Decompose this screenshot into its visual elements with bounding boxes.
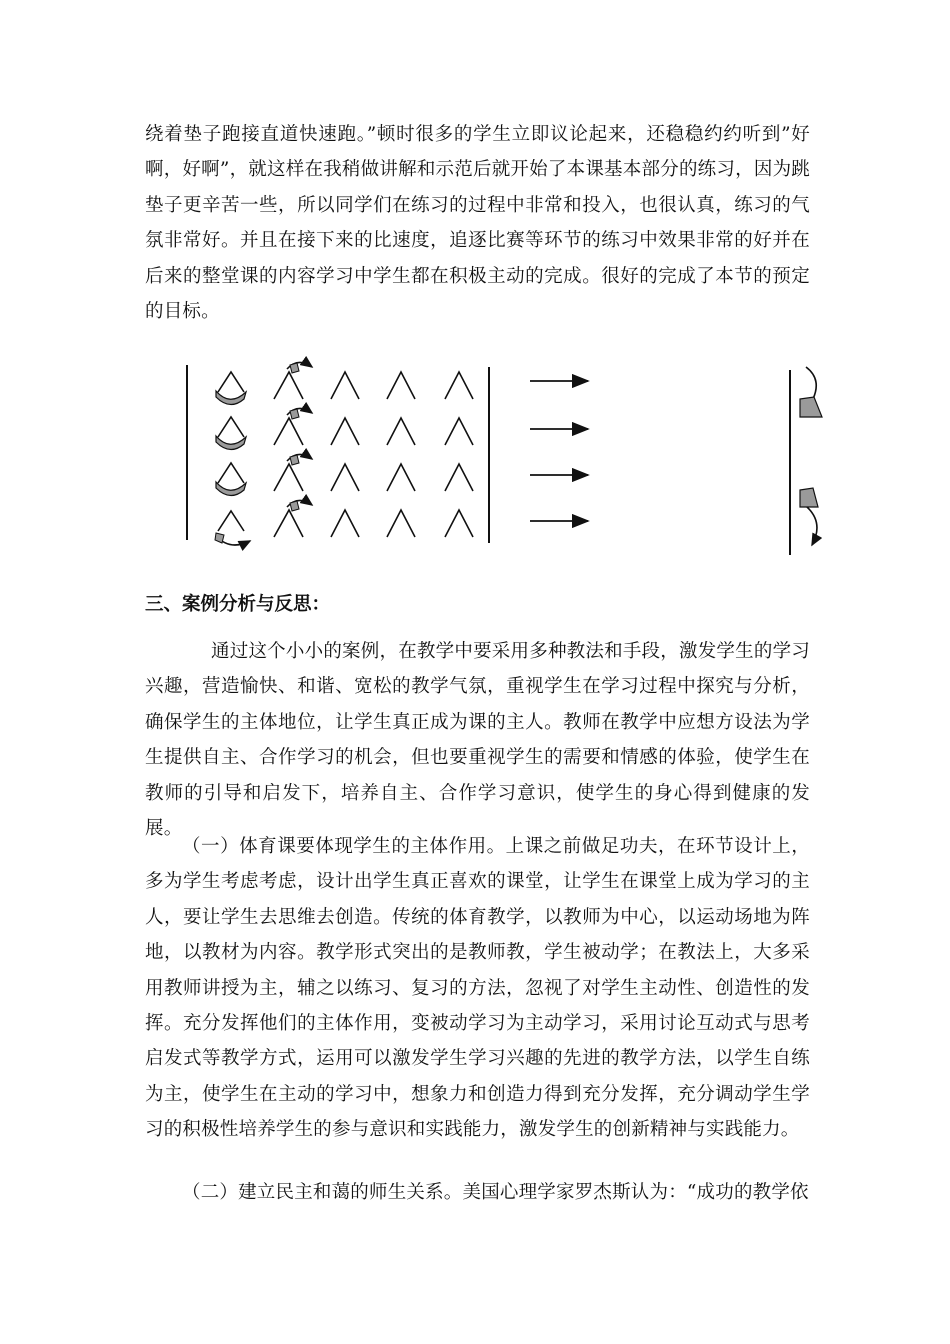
hurdle-marker bbox=[445, 510, 473, 537]
hurdle-marker bbox=[331, 418, 359, 445]
hurdle-marker bbox=[274, 372, 303, 399]
hurdle-marker bbox=[274, 418, 303, 445]
hurdle-marker bbox=[445, 372, 473, 399]
drill-row-1 bbox=[216, 362, 588, 404]
hurdle-marker bbox=[331, 510, 359, 537]
mat-marker bbox=[218, 511, 244, 531]
curved-arrow-icon bbox=[216, 391, 246, 405]
hurdle-marker bbox=[387, 372, 415, 399]
hurdle-marker bbox=[331, 464, 359, 491]
hurdle-marker bbox=[445, 464, 473, 491]
hurdle-marker bbox=[387, 510, 415, 537]
hurdle-marker bbox=[274, 510, 303, 537]
drill-row-3 bbox=[216, 454, 588, 495]
analysis-paragraph-3: （二）建立民主和蔼的师生关系。美国心理学家罗杰斯认为：“成功的教学依 bbox=[182, 1182, 809, 1203]
curved-arrow-icon bbox=[216, 436, 246, 450]
analysis-paragraph-1: 通过这个小小的案例，在教学中要采用多种教法和手段，激发学生的学习兴趣，营造愉快、和谐、宽松的教学气氛，重视学生在学习过程中探究与分析，确保学生的主体地位，让学生真正成为课的主人。教师在教学中应想方设法为学生提供自主、合作学习的机会，但也要重视学生的需要和情感的体验，使学生在教师的引导和启发下，培养自主、合作学习意识，使学生的身心得到健康的发展。 bbox=[145, 641, 810, 840]
curved-arrow-icon bbox=[806, 367, 816, 399]
mat-marker bbox=[218, 417, 244, 437]
analysis-paragraph-2: （一）体育课要体现学生的主体作用。上课之前做足功夫，在环节设计上，多为学生考虑考虑，设计出学生真正喜欢的课堂，让学生在课堂上成为学习的主人，要让学生去思维去创造。传统的体育教学，以教师为中心，以运动场地为阵地，以教材为内容。教学形式突出的是教师教，学生被动学；在教法上，大多采用教师讲授为主，辅之以练习、复习的方法，忽视了对学生主动性、创造性的发挥。充分发挥他们的主体作用，变被动学习为主动学习，采用讨论互动式与思考启发式等教学方式，运用可以激发学生学习兴趣的先进的教学方法，以学生自练为主，使学生在主动的学习中，想象力和创造力得到充分发挥，充分调动学生学习的积极性培养学生的参与意识和实践能力，激发学生的创新精神与实践能力。 bbox=[145, 836, 810, 1141]
turnaround-marker-top bbox=[800, 367, 822, 417]
curved-arrow-icon bbox=[807, 507, 817, 545]
hurdle-marker bbox=[387, 464, 415, 491]
mat-marker bbox=[218, 463, 244, 483]
intro-paragraph: 绕着垫子跑接直道快速跑。”顿时很多的学生立即议论起来，还稳稳约约听到”好啊，好啊”，就这样在我稍做讲解和示范后就开始了本课基本部分的练习，因为跳垫子更辛苦一些，所以同学们在练习的过程中非常和投入，也很认真，练习的气氛非常好。并且在接下来的比速度，追逐比赛等环节的练习中效果非常的好并在后来的整堂课的内容学习中学生都在积极主动的完成。很好的完成了本节的预定的目标。 bbox=[145, 124, 810, 323]
drill-row-2 bbox=[216, 408, 588, 449]
section-heading: 三、案例分析与反思： bbox=[145, 594, 331, 615]
curved-arrow-icon bbox=[216, 482, 246, 496]
mat-marker bbox=[218, 372, 244, 392]
hurdle-marker bbox=[331, 372, 359, 399]
running-drill-diagram bbox=[0, 355, 950, 565]
drill-row-4 bbox=[215, 500, 588, 545]
turnaround-marker-bottom bbox=[800, 488, 818, 545]
hurdle-marker bbox=[387, 418, 415, 445]
hurdle-marker bbox=[274, 464, 303, 491]
hurdle-marker bbox=[445, 418, 473, 445]
